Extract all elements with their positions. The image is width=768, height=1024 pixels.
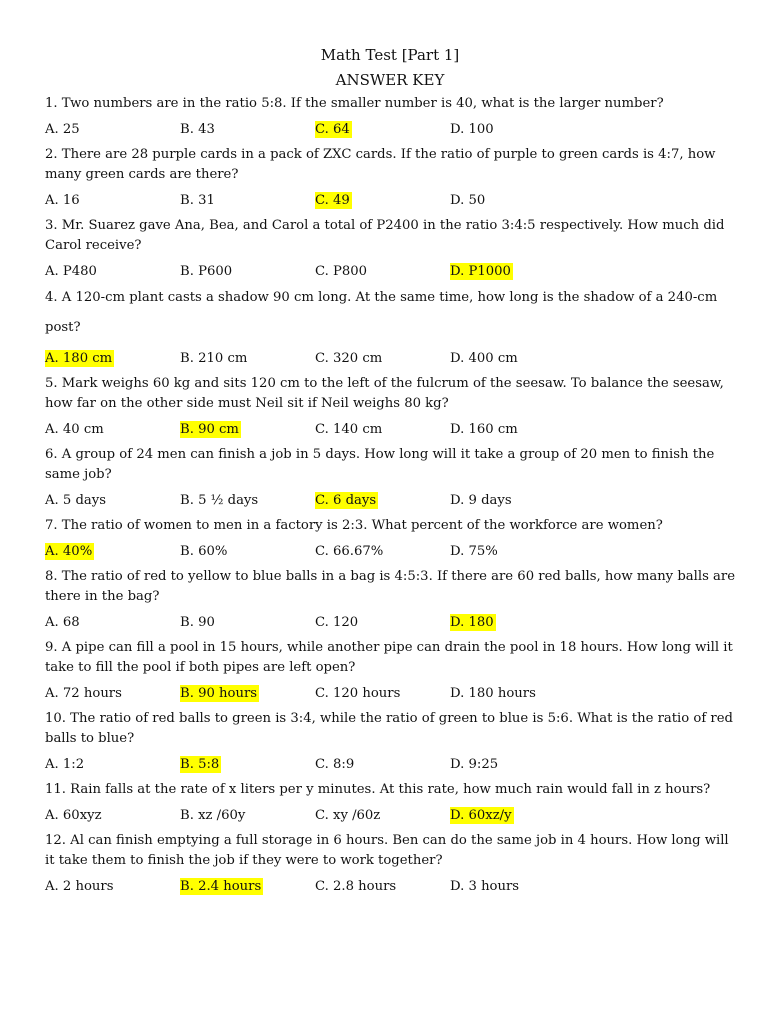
option-label: A. P480 — [45, 264, 97, 279]
option-label: B. 5:8 — [180, 757, 220, 772]
option-label: A. 72 hours — [45, 686, 122, 701]
correct-answer-option — [180, 684, 315, 704]
answer-option — [45, 420, 180, 440]
question-block — [45, 516, 735, 562]
answer-options — [45, 120, 735, 140]
answer-option — [180, 191, 315, 211]
option-label: A. 2 hours — [45, 879, 114, 894]
option-label: D. P1000 — [450, 264, 511, 279]
answer-option — [45, 491, 180, 511]
answer-option — [450, 684, 585, 704]
answer-key-page — [45, 44, 735, 902]
option-label: C. 66.67% — [315, 544, 384, 559]
option-label: B. 2.4 hours — [180, 879, 262, 894]
answer-option — [45, 120, 180, 140]
question-text: 12. Al can finish emptying a full storage in 6 hours. Ben can do the same job in 4 hours. How long will it take them to finish the job if they were to work together? — [45, 833, 729, 868]
correct-answer-option — [180, 877, 315, 897]
answer-option — [45, 191, 180, 211]
answer-options — [45, 491, 735, 511]
correct-answer-option — [180, 420, 315, 440]
question-block — [45, 567, 735, 633]
option-label: B. 90 hours — [180, 686, 258, 701]
question-text: 1. Two numbers are in the ratio 5:8. If the smaller number is 40, what is the larger number? — [45, 96, 664, 111]
answer-options — [45, 613, 735, 633]
answer-option — [315, 349, 450, 369]
option-label: A. 25 — [45, 122, 80, 137]
question-list — [45, 94, 735, 897]
question-block — [45, 831, 735, 897]
question-block — [45, 709, 735, 775]
option-label: A. 40 cm — [45, 422, 104, 437]
option-label: A. 1:2 — [45, 757, 85, 772]
answer-option — [45, 806, 180, 826]
option-label: A. 180 cm — [45, 351, 113, 366]
option-label: D. 9 days — [450, 493, 512, 508]
option-label: C. 64 — [315, 122, 350, 137]
correct-answer-option — [450, 806, 585, 826]
answer-options — [45, 349, 735, 369]
question-block — [45, 216, 735, 282]
option-label: D. 3 hours — [450, 879, 520, 894]
answer-option — [450, 491, 585, 511]
option-label: D. 60xz/y — [450, 808, 512, 823]
option-label: D. 180 hours — [450, 686, 536, 701]
answer-option — [45, 755, 180, 775]
option-label: D. 75% — [450, 544, 498, 559]
option-label: A. 16 — [45, 193, 80, 208]
answer-options — [45, 877, 735, 897]
option-label: C. 140 cm — [315, 422, 383, 437]
option-label: D. 9:25 — [450, 757, 499, 772]
question-block — [45, 145, 735, 211]
option-label: B. 31 — [180, 193, 215, 208]
page-title: Math Test [Part 1] — [320, 46, 460, 64]
answer-options — [45, 191, 735, 211]
option-label: C. P800 — [315, 264, 368, 279]
question-block — [45, 780, 735, 826]
answer-option — [45, 613, 180, 633]
answer-option — [450, 877, 585, 897]
option-label: B. 90 cm — [180, 422, 239, 437]
answer-options — [45, 684, 735, 704]
option-label: A. 68 — [45, 615, 80, 630]
option-label: D. 400 cm — [450, 351, 518, 366]
option-label: A. 5 days — [45, 493, 107, 508]
question-text: 6. A group of 24 men can finish a job in 5 days. How long will it take a group of 20 men to finish the same job? — [45, 447, 715, 482]
answer-option — [315, 262, 450, 282]
answer-option — [315, 613, 450, 633]
question-block — [45, 374, 735, 440]
option-label: A. 40% — [45, 544, 93, 559]
question-block — [45, 638, 735, 704]
question-block — [45, 445, 735, 511]
answer-option — [180, 262, 315, 282]
question-text: 4. A 120-cm plant casts a shadow 90 cm long. At the same time, how long is the shadow of a 240-cm post? — [45, 290, 718, 335]
answer-option — [45, 684, 180, 704]
correct-answer-option — [315, 491, 450, 511]
option-label: C. 49 — [315, 193, 350, 208]
answer-option — [315, 542, 450, 562]
option-label: B. 60% — [180, 544, 228, 559]
option-label: C. 2.8 hours — [315, 879, 397, 894]
option-label: B. xz /60y — [180, 808, 246, 823]
answer-option — [315, 684, 450, 704]
correct-answer-option — [450, 613, 585, 633]
option-label: C. 120 — [315, 615, 359, 630]
option-label: A. 60xyz — [45, 808, 102, 823]
question-block — [45, 94, 735, 140]
question-text: 10. The ratio of red balls to green is 3:4, while the ratio of green to blue is 5:6. What is the ratio of red balls to blue? — [45, 711, 733, 746]
answer-option — [450, 542, 585, 562]
answer-option — [180, 120, 315, 140]
question-text: 5. Mark weighs 60 kg and sits 120 cm to the left of the fulcrum of the seesaw. To balance the seesaw, how far on the other side must Neil sit if Neil weighs 80 kg? — [45, 376, 724, 411]
answer-option — [180, 491, 315, 511]
option-label: C. 320 cm — [315, 351, 383, 366]
answer-option — [180, 613, 315, 633]
question-text: 9. A pipe can fill a pool in 15 hours, while another pipe can drain the pool in 18 hours. How long will it take to fill the pool if both pipes are left open? — [45, 640, 733, 675]
page-subtitle: ANSWER KEY — [335, 71, 445, 89]
answer-option — [450, 420, 585, 440]
option-label: D. 160 cm — [450, 422, 518, 437]
answer-option — [45, 262, 180, 282]
answer-option — [315, 420, 450, 440]
answer-option — [315, 877, 450, 897]
option-label: D. 50 — [450, 193, 486, 208]
correct-answer-option — [180, 755, 315, 775]
answer-option — [450, 120, 585, 140]
answer-option — [450, 349, 585, 369]
answer-option — [450, 755, 585, 775]
option-label: C. 6 days — [315, 493, 377, 508]
question-text: 7. The ratio of women to men in a factory is 2:3. What percent of the workforce are women? — [45, 518, 663, 533]
answer-option — [315, 755, 450, 775]
option-label: B. 5 ½ days — [180, 493, 259, 508]
option-label: D. 100 — [450, 122, 494, 137]
option-label: C. 120 hours — [315, 686, 401, 701]
question-text: 3. Mr. Suarez gave Ana, Bea, and Carol a total of P2400 in the ratio 3:4:5 respectively. How much did Carol receive? — [45, 218, 725, 253]
answer-option — [45, 877, 180, 897]
correct-answer-option — [450, 262, 585, 282]
question-text: 8. The ratio of red to yellow to blue balls in a bag is 4:5:3. If there are 60 red balls, how many balls are there in the bag? — [45, 569, 735, 604]
answer-options — [45, 420, 735, 440]
option-label: D. 180 — [450, 615, 494, 630]
question-block — [45, 283, 735, 369]
option-label: B. 43 — [180, 122, 215, 137]
answer-options — [45, 806, 735, 826]
answer-option — [315, 806, 450, 826]
answer-option — [450, 191, 585, 211]
question-text: 2. There are 28 purple cards in a pack of ZXC cards. If the ratio of purple to green cards is 4:7, how many green cards are there? — [45, 147, 716, 182]
option-label: B. 90 — [180, 615, 215, 630]
option-label: C. 8:9 — [315, 757, 355, 772]
answer-option — [180, 542, 315, 562]
answer-option — [180, 349, 315, 369]
correct-answer-option — [45, 542, 180, 562]
correct-answer-option — [315, 191, 450, 211]
correct-answer-option — [45, 349, 180, 369]
answer-options — [45, 262, 735, 282]
option-label: B. P600 — [180, 264, 233, 279]
option-label: B. 210 cm — [180, 351, 248, 366]
answer-option — [180, 806, 315, 826]
question-text: 11. Rain falls at the rate of x liters per y minutes. At this rate, how much rain would fall in z hours? — [45, 782, 711, 797]
answer-options — [45, 542, 735, 562]
option-label: C. xy /60z — [315, 808, 381, 823]
correct-answer-option — [315, 120, 450, 140]
answer-options — [45, 755, 735, 775]
